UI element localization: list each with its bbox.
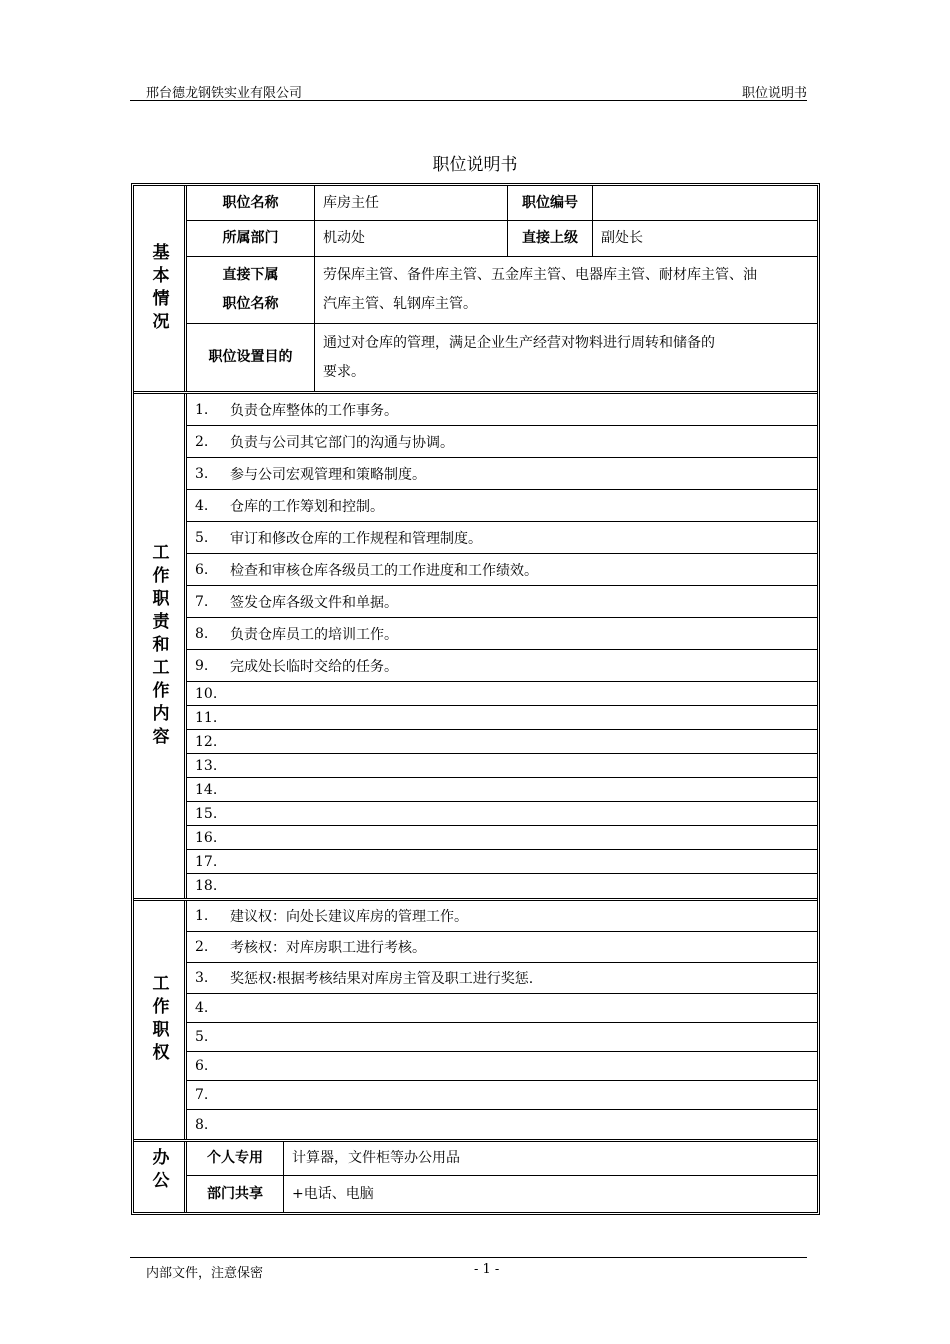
footer-divider bbox=[130, 1257, 807, 1258]
duties-item bbox=[187, 778, 817, 802]
duties-item-text: 检查和审核仓库各级员工的工作进度和工作绩效。 bbox=[230, 562, 538, 579]
authority-item-number: 1. bbox=[195, 908, 209, 924]
duties-item-number: 1. bbox=[195, 401, 209, 418]
subordinates-value: 劳保库主管、备件库主管、五金库主管、电器库主管、耐材库主管、油 汽库主管、轧钢库主管。 bbox=[323, 267, 757, 312]
duties-item-number: 17. bbox=[195, 853, 218, 870]
duties-item-number: 15. bbox=[195, 805, 218, 822]
duties-item-number: 3. bbox=[195, 465, 209, 482]
duties-item-text: 完成处长临时交给的任务。 bbox=[230, 658, 398, 675]
position-name-label: 职位名称 bbox=[187, 186, 315, 220]
duties-item-number: 13. bbox=[195, 757, 218, 774]
authority-item-number: 7. bbox=[195, 1087, 209, 1103]
duties-item-number: 6. bbox=[195, 561, 209, 578]
shared-label: 部门共享 bbox=[187, 1176, 284, 1212]
office-label: 办公 bbox=[134, 1142, 187, 1212]
duties-section bbox=[134, 394, 817, 901]
duties-item-text: 负责仓库员工的培训工作。 bbox=[230, 626, 398, 643]
duties-item-text: 仓库的工作筹划和控制。 bbox=[230, 498, 384, 515]
duties-item-text: 负责仓库整体的工作事务。 bbox=[230, 402, 398, 419]
duties-item bbox=[187, 554, 817, 586]
superior-value: 副处长 bbox=[601, 230, 643, 246]
duties-item bbox=[187, 802, 817, 826]
duties-label: 工作职责和工作内容 bbox=[134, 394, 187, 898]
basic-info-label: 基本情况 bbox=[134, 186, 187, 391]
authority-item-number: 8. bbox=[195, 1116, 209, 1133]
department-value: 机动处 bbox=[315, 221, 508, 256]
office-section bbox=[134, 1142, 817, 1212]
duties-item-number: 4. bbox=[195, 497, 209, 514]
footer-note: 内部文件，注意保密 bbox=[146, 1266, 264, 1281]
duties-item bbox=[187, 490, 817, 522]
position-name-value: 库房主任 bbox=[315, 186, 508, 220]
purpose-value: 通过对仓库的管理，满足企业生产经营对物料进行周转和储备的 要求。 bbox=[323, 334, 715, 380]
header-doc-type: 职位说明书 bbox=[741, 86, 807, 101]
purpose-label: 职位设置目的 bbox=[187, 324, 315, 391]
duties-item-number: 2. bbox=[195, 433, 209, 450]
duties-item bbox=[187, 426, 817, 458]
authority-item-number: 3. bbox=[195, 970, 209, 986]
authority-item-text: 奖惩权:根据考核结果对库房主管及职工进行奖惩. bbox=[230, 971, 534, 987]
duties-item-number: 14. bbox=[195, 781, 218, 798]
department-label: 所属部门 bbox=[187, 221, 315, 256]
authority-item bbox=[187, 994, 817, 1023]
shared-value: +电话、电脑 bbox=[292, 1185, 374, 1202]
page-title: 职位说明书 bbox=[432, 155, 518, 175]
duties-item-number: 16. bbox=[195, 829, 218, 846]
duties-item-number: 5. bbox=[195, 529, 209, 546]
duties-item bbox=[187, 730, 817, 754]
duties-item bbox=[187, 826, 817, 850]
header-divider bbox=[130, 100, 807, 101]
header-company: 邢台德龙钢铁实业有限公司 bbox=[146, 86, 303, 101]
duties-item bbox=[187, 586, 817, 618]
page-number: - 1 - bbox=[474, 1262, 500, 1277]
duties-item-number: 12. bbox=[195, 733, 218, 750]
duties-item bbox=[187, 706, 817, 730]
authority-section bbox=[134, 901, 817, 1142]
authority-item bbox=[187, 963, 817, 994]
subordinates-label: 直接下属 职位名称 bbox=[187, 257, 315, 323]
authority-item-number: 4. bbox=[195, 1000, 209, 1016]
personal-use-label: 个人专用 bbox=[187, 1142, 284, 1175]
duties-item-number: 10. bbox=[195, 685, 218, 702]
position-code-value bbox=[593, 186, 817, 220]
position-code-label: 职位编号 bbox=[508, 186, 593, 220]
authority-item bbox=[187, 1081, 817, 1110]
basic-info-section bbox=[134, 186, 817, 394]
authority-label: 工作职权 bbox=[134, 901, 187, 1139]
authority-item-number: 5. bbox=[195, 1029, 209, 1045]
duties-item bbox=[187, 522, 817, 554]
duties-item bbox=[187, 682, 817, 706]
duties-item bbox=[187, 850, 817, 874]
authority-item-text: 考核权：对库房职工进行考核。 bbox=[230, 940, 426, 956]
authority-item-number: 6. bbox=[195, 1058, 209, 1074]
authority-item bbox=[187, 1110, 817, 1139]
duties-item bbox=[187, 650, 817, 682]
duties-item bbox=[187, 394, 817, 426]
job-description-form bbox=[131, 183, 820, 1215]
duties-item-number: 18. bbox=[195, 878, 218, 894]
personal-use-value: 计算器，文件柜等办公用品 bbox=[292, 1150, 460, 1166]
superior-label: 直接上级 bbox=[508, 221, 593, 256]
duties-item bbox=[187, 874, 817, 898]
duties-item bbox=[187, 754, 817, 778]
duties-item-text: 负责与公司其它部门的沟通与协调。 bbox=[230, 434, 454, 451]
duties-item bbox=[187, 458, 817, 490]
duties-item-text: 签发仓库各级文件和单据。 bbox=[230, 594, 398, 611]
authority-item bbox=[187, 932, 817, 963]
duties-item bbox=[187, 618, 817, 650]
duties-item-text: 参与公司宏观管理和策略制度。 bbox=[230, 466, 426, 483]
authority-item bbox=[187, 901, 817, 932]
authority-item-text: 建议权：向处长建议库房的管理工作。 bbox=[230, 909, 468, 925]
duties-item-text: 审订和修改仓库的工作规程和管理制度。 bbox=[230, 530, 482, 547]
authority-item-number: 2. bbox=[195, 939, 209, 955]
duties-item-number: 7. bbox=[195, 593, 209, 610]
duties-item-number: 11. bbox=[195, 709, 218, 726]
authority-item bbox=[187, 1023, 817, 1052]
authority-item bbox=[187, 1052, 817, 1081]
duties-item-number: 8. bbox=[195, 625, 209, 642]
duties-item-number: 9. bbox=[195, 657, 209, 674]
